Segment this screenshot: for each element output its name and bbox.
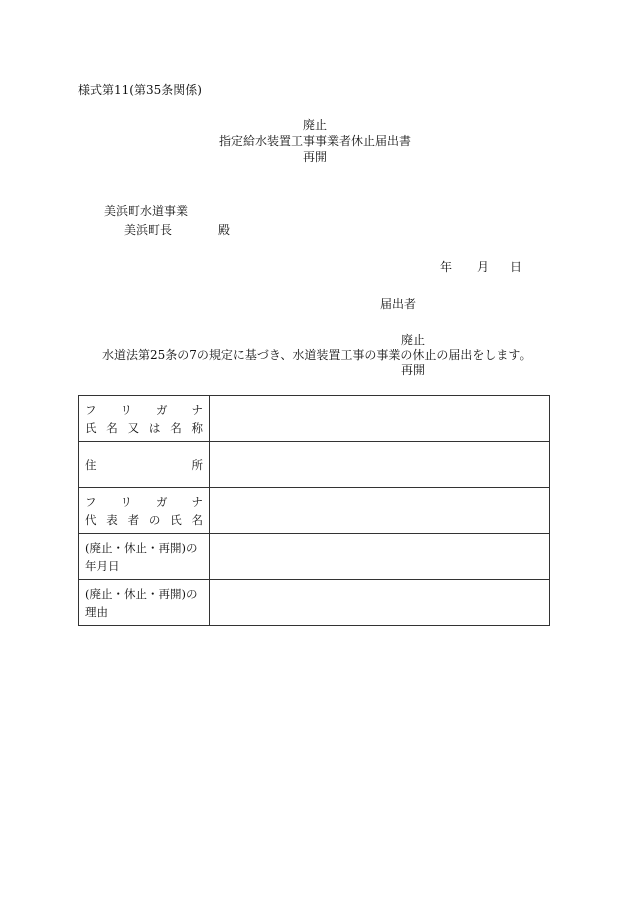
- label-char: の: [148, 512, 161, 527]
- label-char: 又: [127, 420, 140, 435]
- name-value-field[interactable]: [210, 396, 550, 442]
- date-year-label: 年: [440, 260, 453, 274]
- addressee-organization: 美浜町水道事業: [104, 204, 189, 218]
- table-row-address: [79, 442, 550, 488]
- label-line: 年月日: [85, 558, 120, 573]
- label-line: 理由: [85, 604, 108, 619]
- label-char: 代: [85, 512, 97, 527]
- table-row-furigana-representative: [79, 488, 550, 534]
- label-line: [85, 419, 203, 437]
- label-char: 氏: [85, 420, 97, 435]
- row-label: [79, 534, 210, 580]
- label-char: 名: [106, 420, 118, 435]
- form-number: 様式第11(第35条関係): [78, 83, 202, 97]
- label-char: ナ: [191, 494, 203, 509]
- addressee-honorific: 殿: [218, 223, 231, 237]
- label-char: 者: [127, 512, 140, 527]
- date-month-label: 月: [477, 260, 490, 274]
- label-char: リ: [120, 402, 132, 417]
- label-char: フ: [85, 402, 97, 417]
- row-label: [79, 488, 210, 534]
- label-char: 氏: [170, 512, 182, 527]
- addressee-recipient: 美浜町長: [124, 223, 173, 237]
- document-title: 指定給水装置工事事業者休止届出書: [218, 134, 411, 148]
- notification-table: [78, 395, 550, 626]
- reason-value-field[interactable]: [210, 580, 550, 626]
- table-row-furigana-name: [79, 396, 550, 442]
- label-line: [85, 401, 203, 419]
- label-line: (廃止・休止・再開)の: [85, 586, 198, 601]
- label-char: 名: [191, 512, 203, 527]
- table-row-date: [79, 534, 550, 580]
- table-row-reason: [79, 580, 550, 626]
- row-label: [79, 396, 210, 442]
- representative-value-field[interactable]: [210, 488, 550, 534]
- applicant-label: 届出者: [380, 297, 417, 311]
- label-char: 所: [191, 457, 203, 472]
- label-char: は: [148, 420, 161, 435]
- label-char: 称: [191, 420, 203, 435]
- statement-text: 水道法第25条の7の規定に基づき、水道装置工事の事業の休止の届出をします。: [102, 348, 532, 362]
- date-day-label: 日: [510, 260, 523, 274]
- label-line: [85, 456, 203, 474]
- label-char: ガ: [156, 494, 168, 509]
- address-value-field[interactable]: [210, 442, 550, 488]
- label-char: 表: [106, 512, 118, 527]
- label-line: (廃止・休止・再開)の: [85, 540, 198, 555]
- row-label: [79, 442, 210, 488]
- statement-option-haishi: 廃止: [401, 333, 426, 347]
- label-char: ガ: [156, 402, 168, 417]
- label-char: 名: [170, 420, 182, 435]
- title-option-saikai: 再開: [302, 150, 327, 164]
- label-char: リ: [120, 494, 132, 509]
- label-char: 住: [85, 457, 97, 472]
- label-char: ナ: [191, 402, 203, 417]
- date-value-field[interactable]: [210, 534, 550, 580]
- label-line: [85, 511, 203, 529]
- label-line: [85, 493, 203, 511]
- label-char: フ: [85, 494, 97, 509]
- row-label: [79, 580, 210, 626]
- statement-option-saikai: 再開: [401, 363, 426, 377]
- title-option-haishi: 廃止: [302, 118, 327, 132]
